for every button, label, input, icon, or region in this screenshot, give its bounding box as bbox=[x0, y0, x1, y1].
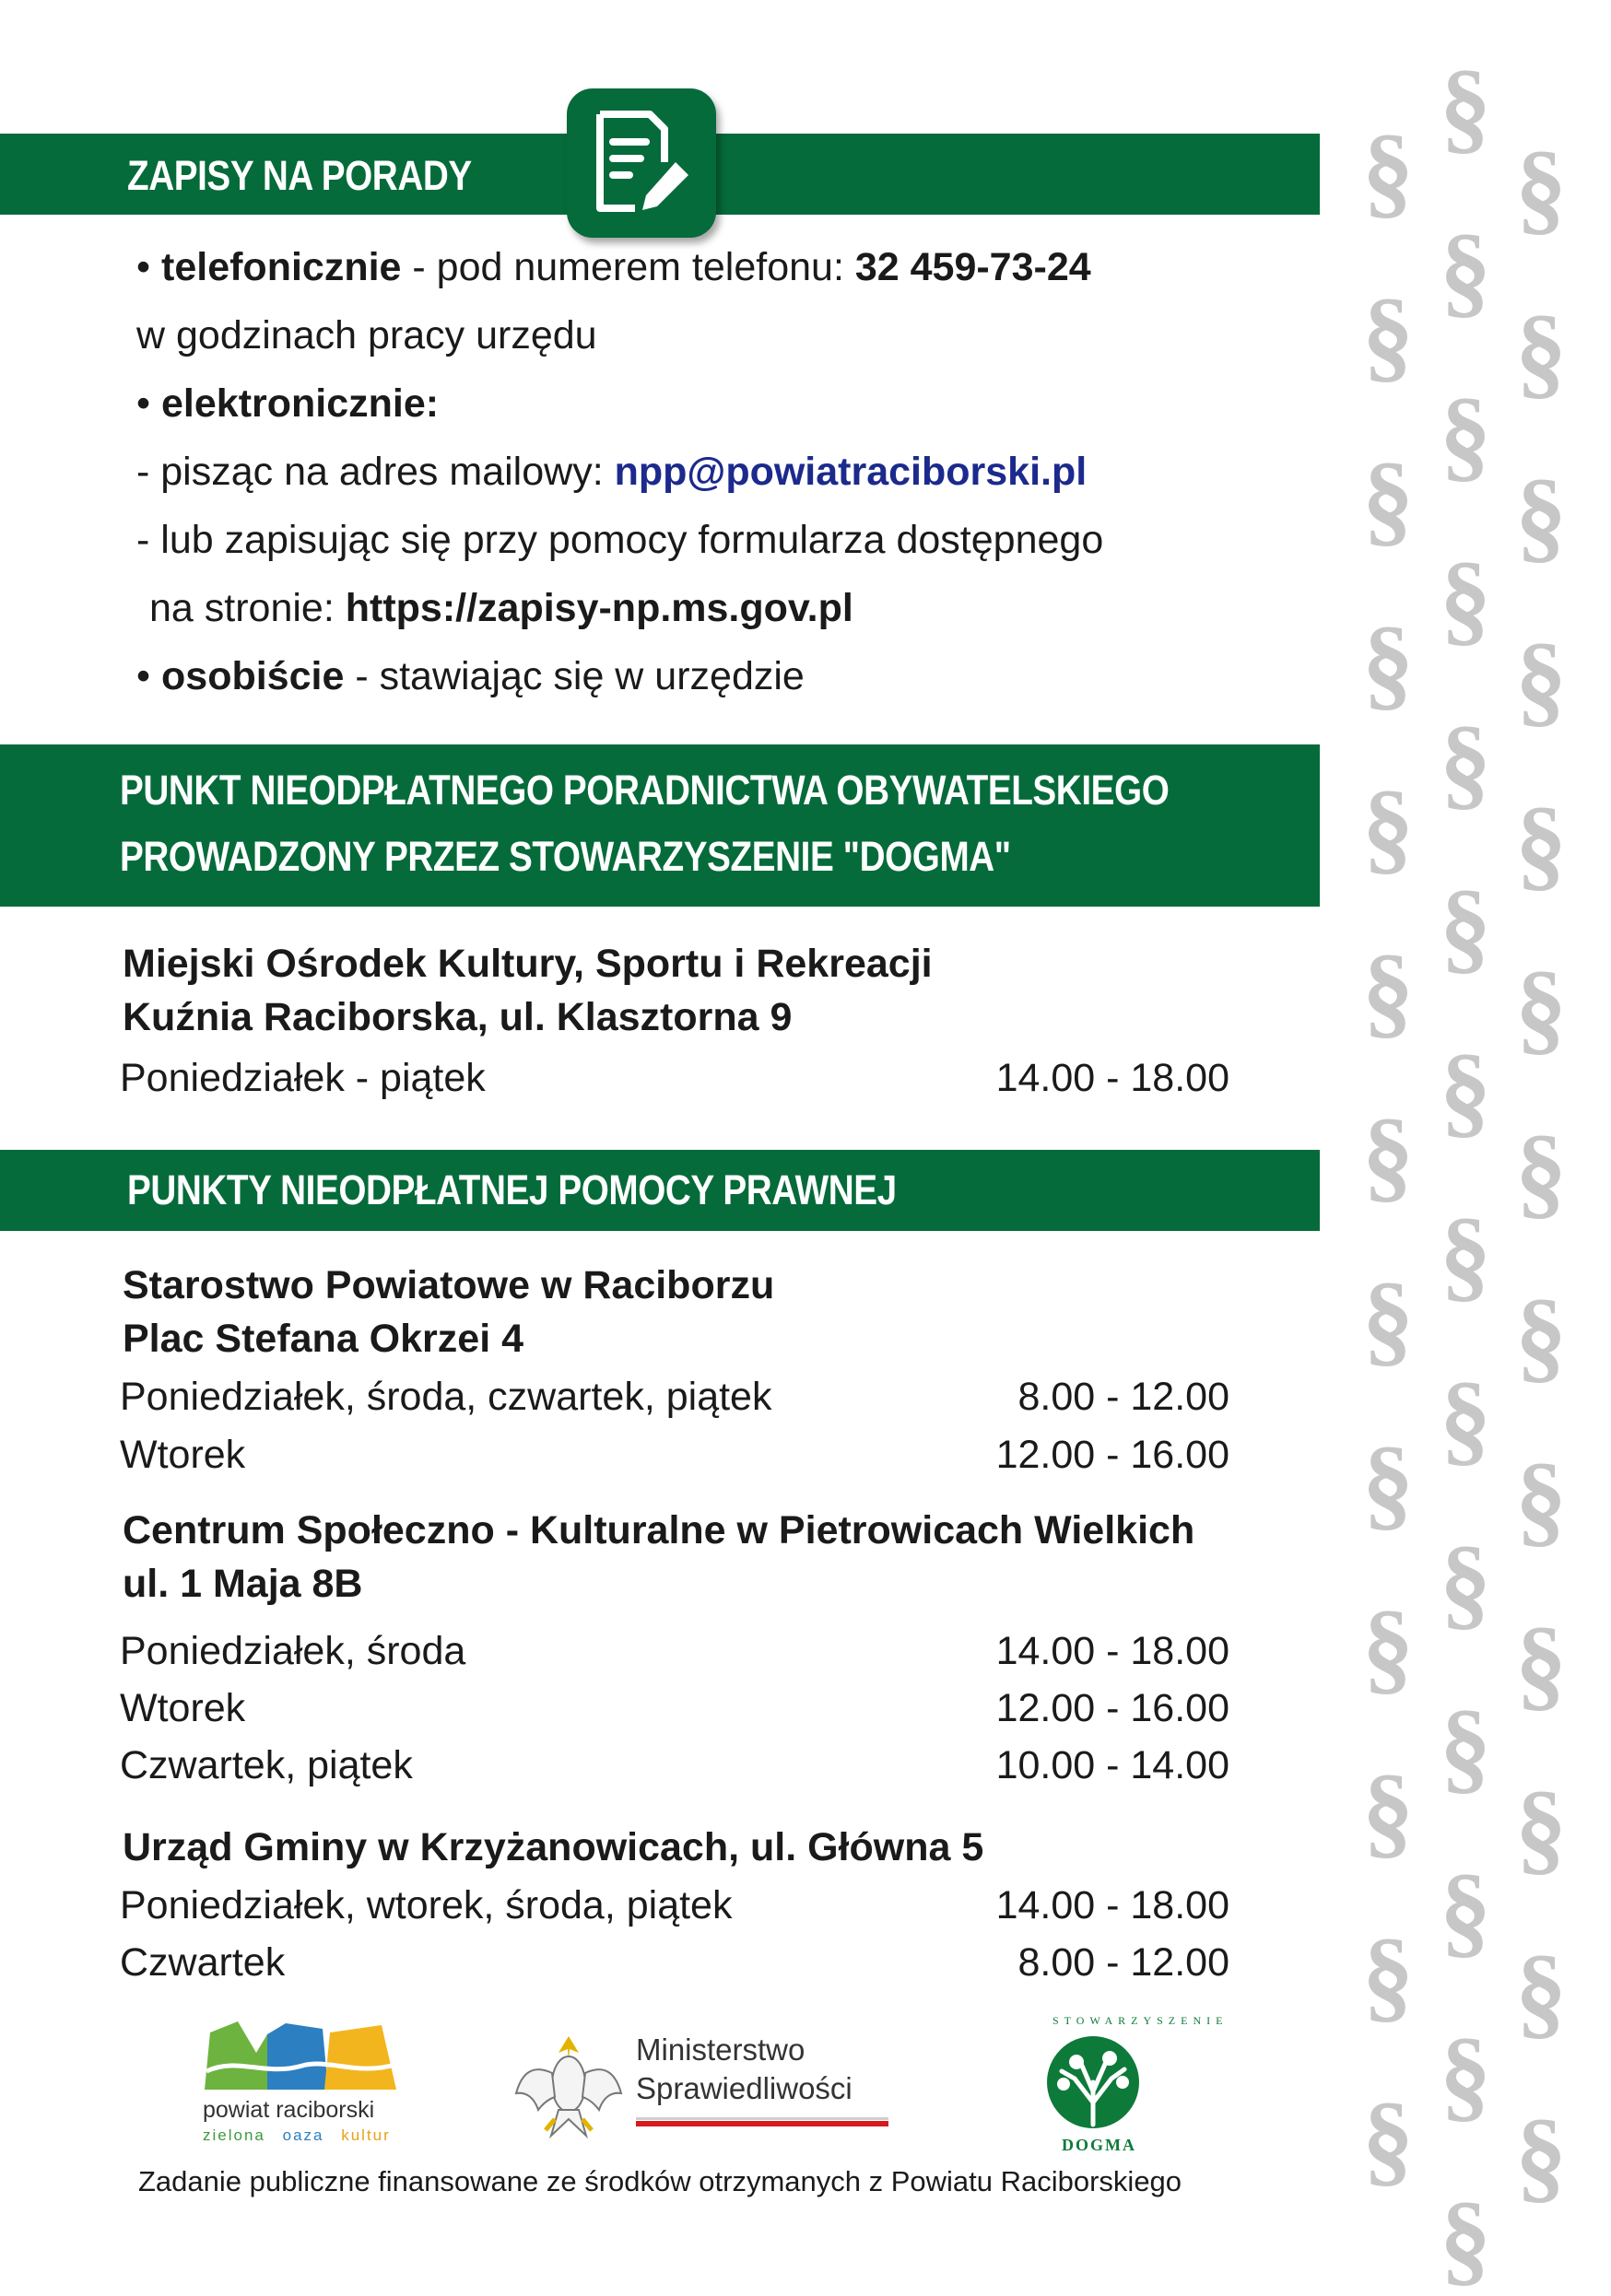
civic-point-header-line1: PUNKT NIEODPŁATNEGO PORADNICTWA OBYWATELSKIEGO bbox=[120, 767, 1170, 814]
schedule-hours: 14.00 - 18.00 bbox=[995, 1629, 1229, 1673]
flag-red-stripe bbox=[636, 2121, 888, 2126]
funding-footer: Zadanie publiczne finansowane ze środków otrzymanych z Powiatu Raciborskiego bbox=[137, 2165, 1182, 2197]
section-symbol-icon: § bbox=[1362, 1590, 1414, 1704]
section-symbol-icon: § bbox=[1515, 295, 1567, 409]
section-symbol-icon: § bbox=[1362, 114, 1414, 228]
powiat-logo-tagline bbox=[203, 2126, 391, 2145]
location-name: Centrum Społeczno - Kulturalne w Pietrowicach Wielkich bbox=[123, 1508, 1195, 1552]
bullet: • bbox=[136, 381, 162, 426]
section-symbol-icon: § bbox=[1515, 1443, 1567, 1557]
personal-line bbox=[136, 654, 805, 699]
flag-white-stripe bbox=[636, 2117, 888, 2120]
schedule-days: Wtorek bbox=[120, 1433, 246, 1477]
schedule-hours: 12.00 - 16.00 bbox=[995, 1686, 1229, 1730]
schedule-days: Wtorek bbox=[120, 1686, 246, 1730]
powiat-tag-1: zielona bbox=[203, 2126, 265, 2144]
form-site-text: na stronie: bbox=[149, 586, 346, 630]
section-symbol-icon: § bbox=[1362, 278, 1414, 392]
section-symbol-icon: § bbox=[1515, 131, 1567, 245]
location-name: Starostwo Powiatowe w Raciborzu bbox=[123, 1263, 775, 1307]
civic-point-header-band bbox=[0, 744, 1320, 907]
section-symbol-icon: § bbox=[1515, 623, 1567, 737]
section-symbol-icon: § bbox=[1362, 1262, 1414, 1376]
section-symbol-icon: § bbox=[1440, 870, 1491, 984]
bullet: • bbox=[136, 654, 162, 698]
schedule-days: Czwartek bbox=[120, 1940, 286, 1985]
form-site-line bbox=[149, 586, 853, 631]
section-symbol-icon: § bbox=[1440, 1526, 1491, 1640]
schedule-hours: 14.00 - 18.00 bbox=[995, 1883, 1229, 1927]
section-symbol-icon: § bbox=[1515, 1607, 1567, 1721]
schedule-days: Poniedziałek, środa bbox=[120, 1629, 466, 1673]
phone-number[interactable]: 32 459-73-24 bbox=[854, 245, 1091, 289]
schedule-days: Poniedziałek, środa, czwartek, piątek bbox=[120, 1375, 772, 1419]
section-symbol-icon: § bbox=[1515, 1279, 1567, 1393]
ministry-name-line2: Sprawiedliwości bbox=[636, 2071, 853, 2105]
phone-text: - pod numerem telefonu: bbox=[401, 245, 855, 289]
schedule-hours: 10.00 - 14.00 bbox=[995, 1743, 1229, 1787]
powiat-tag-2: oaza bbox=[282, 2126, 324, 2144]
electronic-label: elektronicznie: bbox=[161, 381, 440, 426]
section-symbol-icon: § bbox=[1362, 1098, 1414, 1212]
schedule-hours: 8.00 - 12.00 bbox=[1017, 1375, 1229, 1419]
section-symbol-icon: § bbox=[1362, 606, 1414, 720]
powiat-logo-graphic bbox=[201, 2016, 404, 2091]
section-symbol-icon: § bbox=[1440, 50, 1491, 164]
electronic-line bbox=[136, 381, 439, 427]
registration-header: ZAPISY NA PORADY bbox=[127, 152, 472, 199]
form-edit-icon bbox=[567, 88, 716, 238]
section-symbol-icon: § bbox=[1440, 2182, 1491, 2296]
civic-point-header-line2: PROWADZONY PRZEZ STOWARZYSZENIE "DOGMA" bbox=[120, 833, 1011, 880]
email-link[interactable]: npp@powiatraciborski.pl bbox=[614, 450, 1088, 494]
schedule-hours: 14.00 - 18.00 bbox=[995, 1056, 1229, 1100]
section-symbol-icon: § bbox=[1515, 1935, 1567, 2049]
phone-line bbox=[136, 245, 1091, 290]
ministry-logo bbox=[514, 2027, 901, 2147]
section-symbol-icon: § bbox=[1515, 2099, 1567, 2213]
location-name: Urząd Gminy w Krzyżanowicach, ul. Główna 5 bbox=[123, 1825, 984, 1869]
dogma-ring-text: STOWARZYSZENIE bbox=[1052, 2014, 1229, 2027]
legal-points-header: PUNKTY NIEODPŁATNEJ POMOCY PRAWNEJ bbox=[127, 1166, 897, 1213]
form-url-link[interactable]: https://zapisy-np.ms.gov.pl bbox=[345, 586, 853, 630]
civic-location-name: Miejski Ośrodek Kultury, Sportu i Rekreacji bbox=[123, 942, 933, 986]
legal-points-header-band bbox=[0, 1150, 1320, 1231]
phone-label: telefonicznie bbox=[161, 245, 402, 289]
phone-hours: w godzinach pracy urzędu bbox=[136, 313, 597, 357]
powiat-logo bbox=[201, 2016, 404, 2154]
eagle-emblem-icon bbox=[514, 2027, 623, 2141]
section-symbol-icon: § bbox=[1440, 214, 1491, 328]
section-symbol-icon: § bbox=[1440, 542, 1491, 656]
section-symbol-icon: § bbox=[1440, 2018, 1491, 2132]
section-symbol-icon: § bbox=[1515, 1771, 1567, 1885]
section-symbol-icon: § bbox=[1362, 2082, 1414, 2196]
civic-location-address: Kuźnia Raciborska, ul. Klasztorna 9 bbox=[123, 995, 793, 1039]
section-symbol-icon: § bbox=[1362, 770, 1414, 884]
personal-label: osobiście bbox=[161, 654, 345, 698]
email-text: - pisząc na adres mailowy: bbox=[136, 450, 615, 494]
section-symbol-icon: § bbox=[1362, 1426, 1414, 1540]
schedule-days: Poniedziałek - piątek bbox=[120, 1056, 486, 1100]
ministry-name-line1: Ministerstwo bbox=[636, 2032, 806, 2067]
section-symbol-icon: § bbox=[1515, 951, 1567, 1065]
section-symbol-icon: § bbox=[1362, 1754, 1414, 1868]
schedule-hours: 8.00 - 12.00 bbox=[1017, 1940, 1229, 1985]
section-symbol-icon: § bbox=[1440, 1198, 1491, 1312]
section-symbol-icon: § bbox=[1515, 787, 1567, 901]
email-line bbox=[136, 450, 1087, 495]
section-symbol-icon: § bbox=[1440, 1854, 1491, 1968]
section-symbol-icon: § bbox=[1440, 706, 1491, 820]
section-symbol-icon: § bbox=[1440, 1362, 1491, 1476]
dogma-name: DOGMA bbox=[1062, 2136, 1136, 2154]
section-symbol-icon: § bbox=[1362, 934, 1414, 1048]
section-symbol-icon: § bbox=[1440, 1034, 1491, 1148]
powiat-tag-3: kultur bbox=[341, 2126, 391, 2144]
section-symbol-icon: § bbox=[1515, 459, 1567, 573]
section-symbol-icon: § bbox=[1362, 1918, 1414, 2032]
bullet: • bbox=[136, 245, 162, 289]
form-line: - lub zapisując się przy pomocy formularza dostępnego bbox=[136, 518, 1104, 562]
location-address: ul. 1 Maja 8B bbox=[123, 1562, 363, 1606]
dogma-logo bbox=[1019, 2014, 1229, 2161]
section-symbol-icon: § bbox=[1515, 1115, 1567, 1229]
powiat-logo-name: powiat raciborski bbox=[203, 2097, 375, 2123]
schedule-hours: 12.00 - 16.00 bbox=[995, 1433, 1229, 1477]
section-symbol-icon: § bbox=[1440, 1690, 1491, 1804]
schedule-days: Poniedziałek, wtorek, środa, piątek bbox=[120, 1883, 733, 1927]
personal-text: - stawiając się w urzędzie bbox=[344, 654, 805, 698]
location-address: Plac Stefana Okrzei 4 bbox=[123, 1317, 523, 1361]
section-symbol-icon: § bbox=[1362, 442, 1414, 556]
schedule-days: Czwartek, piątek bbox=[120, 1743, 413, 1787]
section-symbol-icon: § bbox=[1440, 378, 1491, 492]
